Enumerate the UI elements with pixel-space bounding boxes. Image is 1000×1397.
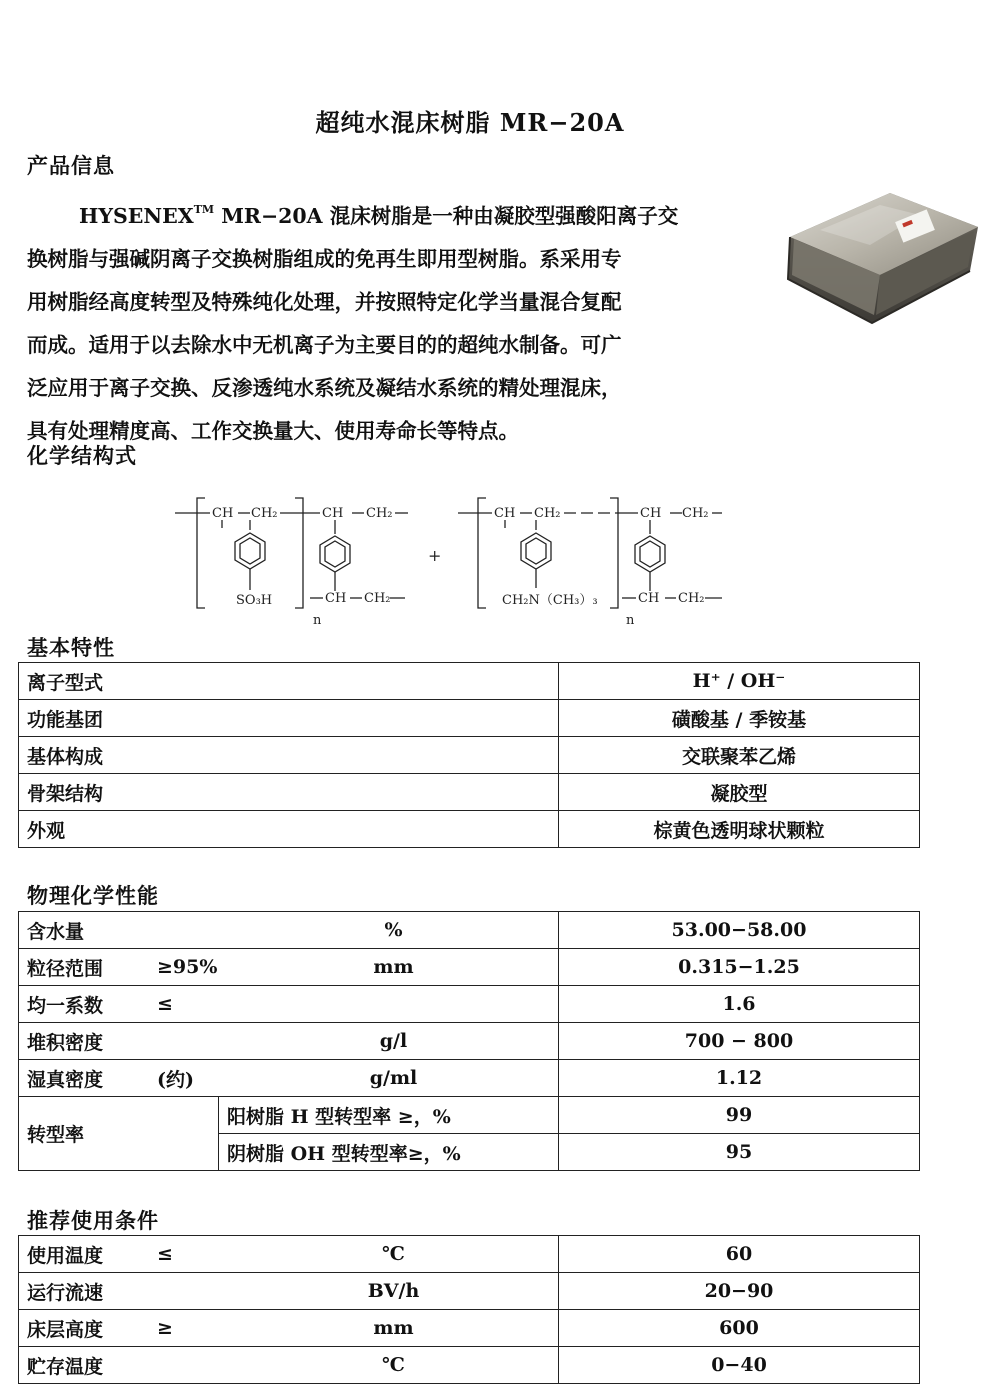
conversion-label: 转型率	[19, 1097, 219, 1171]
property-value: 700 − 800	[559, 1023, 920, 1060]
property-unit: BV/h	[367, 1280, 420, 1302]
property-value: 棕黄色透明球状颗粒	[559, 811, 920, 848]
label-ch2: CH₂	[534, 506, 561, 521]
table-row	[19, 700, 920, 737]
label-ch2: CH₂	[251, 506, 278, 521]
property-value: 磺酸基 / 季铵基	[559, 700, 920, 737]
property-label: 含水量	[27, 920, 85, 943]
label-so3h: SO₃H	[236, 593, 273, 608]
property-label: 湿真密度	[27, 1068, 104, 1091]
property-unit: ℃	[382, 1354, 405, 1376]
property-qualifier: ≥95%	[157, 956, 218, 978]
property-unit: mm	[373, 956, 414, 978]
conversion-desc: 阴树脂 OH 型转型率≥，%	[219, 1134, 559, 1171]
property-label: 均一系数	[27, 994, 104, 1017]
brand-name: HYSENEX	[79, 204, 194, 228]
description-line: 泛应用于离子交换、反渗透纯水系统及凝结水系统的精处理混床，	[27, 376, 622, 400]
property-label: 运行流速	[27, 1281, 104, 1304]
property-label: 贮存温度	[27, 1355, 104, 1378]
property-qualifier: ≤	[157, 1243, 173, 1265]
property-label: 骨架结构	[19, 774, 559, 811]
section-heading-product-info: 产品信息	[27, 153, 115, 178]
label-ch2: CH₂	[364, 591, 391, 606]
property-value: 95	[559, 1134, 920, 1171]
property-label: 使用温度	[27, 1244, 104, 1267]
section-heading-chemical-structure: 化学结构式	[27, 443, 137, 468]
table-row	[19, 949, 920, 986]
description-line: 用树脂经高度转型及特殊纯化处理，并按照特定化学当量混合复配	[27, 290, 622, 314]
product-package-image	[780, 175, 985, 335]
section-heading-recommended-conditions: 推荐使用条件	[27, 1208, 159, 1233]
property-value: 凝胶型	[559, 774, 920, 811]
property-value: 600	[559, 1310, 920, 1347]
recommended-conditions-table	[18, 1235, 920, 1384]
page-title: 超纯水混床树脂 MR−20A	[315, 108, 625, 137]
table-row	[19, 811, 920, 848]
property-value: 交联聚苯乙烯	[559, 737, 920, 774]
property-unit: %	[384, 919, 403, 941]
label-ch: CH	[494, 506, 516, 521]
label-n: n	[626, 613, 635, 628]
section-heading-physical-properties: 物理化学性能	[27, 883, 159, 908]
label-ch2: CH₂	[678, 591, 705, 606]
property-label: 功能基团	[19, 700, 559, 737]
table-row	[19, 663, 920, 700]
table-row	[19, 1236, 920, 1273]
property-value: 99	[559, 1097, 920, 1134]
table-row	[19, 1060, 920, 1097]
trademark-mark: TM	[193, 203, 215, 216]
label-ch: CH	[325, 591, 347, 606]
label-ch2: CH₂	[366, 506, 393, 521]
table-row	[19, 737, 920, 774]
property-label: 粒径范围	[27, 957, 104, 980]
description-line: 具有处理精度高、工作交换量大、使用寿命长等特点。	[27, 419, 519, 443]
property-label: 堆积密度	[27, 1031, 104, 1054]
property-label: 外观	[19, 811, 559, 848]
property-value: 60	[559, 1236, 920, 1273]
chemical-structure-diagram	[170, 488, 740, 633]
conversion-desc: 阳树脂 H 型转型率 ≥，%	[219, 1097, 559, 1134]
property-value: 1.6	[559, 986, 920, 1023]
property-label: 离子型式	[19, 663, 559, 700]
description-line: 换树脂与强碱阴离子交换树脂组成的免再生即用型树脂。系采用专	[27, 247, 622, 271]
table-row	[19, 774, 920, 811]
property-value: 20−90	[559, 1273, 920, 1310]
property-unit: g/l	[379, 1030, 408, 1052]
physical-properties-table	[18, 911, 920, 1171]
property-value: 0−40	[559, 1347, 920, 1384]
property-qualifier: ≥	[157, 1317, 173, 1339]
label-ch: CH	[322, 506, 344, 521]
table-row	[19, 912, 920, 949]
section-heading-basic-properties: 基本特性	[27, 635, 115, 660]
property-qualifier: ≤	[157, 993, 173, 1015]
property-label: 基体构成	[19, 737, 559, 774]
table-row	[19, 986, 920, 1023]
property-value: 1.12	[559, 1060, 920, 1097]
table-row	[19, 1097, 920, 1134]
property-unit: mm	[373, 1317, 414, 1339]
table-row	[19, 1273, 920, 1310]
label-ch: CH	[212, 506, 234, 521]
label-ch: CH	[640, 506, 662, 521]
label-amine: CH₂N（CH₃）₃	[502, 593, 598, 608]
label-ch: CH	[638, 591, 660, 606]
table-row	[19, 1347, 920, 1384]
label-plus: +	[428, 546, 442, 565]
property-value: 0.315−1.25	[559, 949, 920, 986]
property-unit: g/ml	[369, 1067, 418, 1089]
basic-properties-table	[18, 662, 920, 848]
product-description	[27, 188, 757, 453]
label-ch2: CH₂	[682, 506, 709, 521]
property-unit: ℃	[382, 1243, 405, 1265]
description-line: HYSENEX™ MR−20A 混床树脂是一种由凝胶型强酸阳离子交	[79, 203, 679, 228]
property-value: H⁺ / OH⁻	[559, 663, 920, 700]
table-row	[19, 1310, 920, 1347]
description-line: 而成。适用于以去除水中无机离子为主要目的的超纯水制备。可广	[27, 333, 622, 357]
property-label: 床层高度	[27, 1318, 104, 1341]
property-value: 53.00−58.00	[559, 912, 920, 949]
property-qualifier: (约)	[157, 1068, 194, 1091]
label-n: n	[313, 613, 322, 628]
table-row	[19, 1023, 920, 1060]
